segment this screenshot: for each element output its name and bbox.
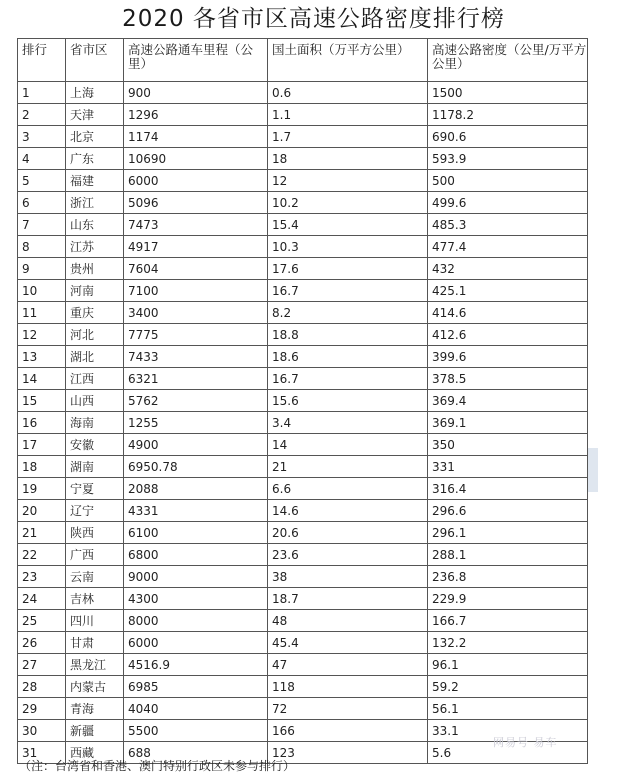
cell-rank: 21 [18, 522, 66, 544]
cell-region: 江西 [66, 368, 124, 390]
cell-region: 安徽 [66, 434, 124, 456]
cell-rank: 10 [18, 280, 66, 302]
cell-density: 593.9 [428, 148, 588, 170]
cell-density: 412.6 [428, 324, 588, 346]
cell-region: 河南 [66, 280, 124, 302]
cell-region: 福建 [66, 170, 124, 192]
cell-rank: 18 [18, 456, 66, 478]
cell-area: 0.6 [268, 82, 428, 104]
cell-density: 369.4 [428, 390, 588, 412]
cell-rank: 6 [18, 192, 66, 214]
cell-area: 15.4 [268, 214, 428, 236]
cell-region: 江苏 [66, 236, 124, 258]
cell-rank: 19 [18, 478, 66, 500]
cell-region: 西藏 [66, 742, 124, 764]
table-row [18, 588, 588, 610]
cell-area: 10.2 [268, 192, 428, 214]
cell-rank: 11 [18, 302, 66, 324]
cell-area: 16.7 [268, 368, 428, 390]
table-row [18, 280, 588, 302]
cell-region: 上海 [66, 82, 124, 104]
cell-mileage: 4040 [124, 698, 268, 720]
cell-region: 辽宁 [66, 500, 124, 522]
cell-mileage: 3400 [124, 302, 268, 324]
cell-density: 690.6 [428, 126, 588, 148]
header-area: 国土面积（万平方公里） [268, 39, 428, 82]
cell-rank: 1 [18, 82, 66, 104]
header-density: 高速公路密度（公里/万平方公里） [428, 39, 588, 82]
table-row [18, 390, 588, 412]
cell-area: 47 [268, 654, 428, 676]
cell-density: 378.5 [428, 368, 588, 390]
cell-area: 1.1 [268, 104, 428, 126]
cell-area: 14.6 [268, 500, 428, 522]
table-row [18, 214, 588, 236]
table-row [18, 302, 588, 324]
cell-mileage: 8000 [124, 610, 268, 632]
cell-density: 399.6 [428, 346, 588, 368]
cell-mileage: 9000 [124, 566, 268, 588]
cell-area: 15.6 [268, 390, 428, 412]
cell-region: 河北 [66, 324, 124, 346]
header-mileage: 高速公路通车里程（公里） [124, 39, 268, 82]
cell-region: 四川 [66, 610, 124, 632]
cell-mileage: 7604 [124, 258, 268, 280]
cell-area: 18.6 [268, 346, 428, 368]
cell-area: 72 [268, 698, 428, 720]
cell-region: 宁夏 [66, 478, 124, 500]
cell-mileage: 6985 [124, 676, 268, 698]
cell-mileage: 5762 [124, 390, 268, 412]
cell-rank: 3 [18, 126, 66, 148]
cell-density: 499.6 [428, 192, 588, 214]
cell-mileage: 4300 [124, 588, 268, 610]
cell-region: 北京 [66, 126, 124, 148]
watermark: 网易号 易车 [493, 736, 558, 749]
cell-area: 1.7 [268, 126, 428, 148]
cell-rank: 12 [18, 324, 66, 346]
cell-region: 山东 [66, 214, 124, 236]
cell-mileage: 4917 [124, 236, 268, 258]
cell-region: 云南 [66, 566, 124, 588]
cell-rank: 30 [18, 720, 66, 742]
cell-region: 黑龙江 [66, 654, 124, 676]
table-row [18, 412, 588, 434]
cell-area: 16.7 [268, 280, 428, 302]
cell-rank: 5 [18, 170, 66, 192]
cell-mileage: 4900 [124, 434, 268, 456]
cell-density: 5.6 [428, 742, 588, 764]
cell-rank: 27 [18, 654, 66, 676]
table-row [18, 676, 588, 698]
cell-mileage: 10690 [124, 148, 268, 170]
cell-area: 166 [268, 720, 428, 742]
cell-density: 166.7 [428, 610, 588, 632]
cell-area: 48 [268, 610, 428, 632]
cell-area: 6.6 [268, 478, 428, 500]
cell-density: 296.1 [428, 522, 588, 544]
cell-area: 38 [268, 566, 428, 588]
cell-density: 485.3 [428, 214, 588, 236]
cell-density: 500 [428, 170, 588, 192]
table-row [18, 324, 588, 346]
cell-mileage: 4331 [124, 500, 268, 522]
cell-rank: 25 [18, 610, 66, 632]
cell-region: 山西 [66, 390, 124, 412]
cell-rank: 26 [18, 632, 66, 654]
cell-density: 288.1 [428, 544, 588, 566]
cell-area: 18.8 [268, 324, 428, 346]
cell-density: 33.1 [428, 720, 588, 742]
table-row [18, 82, 588, 104]
cell-rank: 14 [18, 368, 66, 390]
cell-density: 59.2 [428, 676, 588, 698]
cell-mileage: 900 [124, 82, 268, 104]
cell-mileage: 7100 [124, 280, 268, 302]
table-row [18, 126, 588, 148]
header-region: 省市区 [66, 39, 124, 82]
cell-density: 96.1 [428, 654, 588, 676]
cell-mileage: 6000 [124, 170, 268, 192]
cell-mileage: 7433 [124, 346, 268, 368]
cell-region: 新疆 [66, 720, 124, 742]
table-row [18, 544, 588, 566]
cell-mileage: 688 [124, 742, 268, 764]
cell-rank: 16 [18, 412, 66, 434]
cell-region: 湖北 [66, 346, 124, 368]
cell-region: 贵州 [66, 258, 124, 280]
cell-region: 湖南 [66, 456, 124, 478]
cell-region: 天津 [66, 104, 124, 126]
cell-region: 浙江 [66, 192, 124, 214]
cell-mileage: 6100 [124, 522, 268, 544]
cell-area: 18.7 [268, 588, 428, 610]
cell-density: 432 [428, 258, 588, 280]
cell-mileage: 7473 [124, 214, 268, 236]
cell-density: 350 [428, 434, 588, 456]
cell-area: 18 [268, 148, 428, 170]
cell-mileage: 1174 [124, 126, 268, 148]
cell-rank: 24 [18, 588, 66, 610]
cell-density: 1500 [428, 82, 588, 104]
cell-rank: 22 [18, 544, 66, 566]
cell-area: 10.3 [268, 236, 428, 258]
cell-mileage: 6800 [124, 544, 268, 566]
cell-area: 23.6 [268, 544, 428, 566]
cell-density: 316.4 [428, 478, 588, 500]
cell-area: 14 [268, 434, 428, 456]
cell-density: 132.2 [428, 632, 588, 654]
cell-mileage: 6321 [124, 368, 268, 390]
cell-region: 甘肃 [66, 632, 124, 654]
cell-rank: 17 [18, 434, 66, 456]
cell-area: 20.6 [268, 522, 428, 544]
table-row [18, 434, 588, 456]
cell-density: 229.9 [428, 588, 588, 610]
table-row [18, 104, 588, 126]
cell-mileage: 7775 [124, 324, 268, 346]
cell-rank: 23 [18, 566, 66, 588]
cell-rank: 20 [18, 500, 66, 522]
table-row [18, 632, 588, 654]
cell-density: 425.1 [428, 280, 588, 302]
cell-density: 414.6 [428, 302, 588, 324]
cell-mileage: 4516.9 [124, 654, 268, 676]
cell-area: 21 [268, 456, 428, 478]
cell-rank: 31 [18, 742, 66, 764]
cell-area: 45.4 [268, 632, 428, 654]
cell-density: 56.1 [428, 698, 588, 720]
cell-rank: 7 [18, 214, 66, 236]
table-row [18, 610, 588, 632]
page-title: 2020 各省市区高速公路密度排行榜 [122, 6, 505, 32]
cell-rank: 28 [18, 676, 66, 698]
cell-mileage: 1255 [124, 412, 268, 434]
cell-area: 17.6 [268, 258, 428, 280]
cell-region: 广西 [66, 544, 124, 566]
cell-rank: 13 [18, 346, 66, 368]
cell-density: 369.1 [428, 412, 588, 434]
cell-mileage: 6950.78 [124, 456, 268, 478]
cell-area: 123 [268, 742, 428, 764]
cell-rank: 8 [18, 236, 66, 258]
cell-mileage: 2088 [124, 478, 268, 500]
cell-region: 吉林 [66, 588, 124, 610]
cell-area: 8.2 [268, 302, 428, 324]
cell-mileage: 5096 [124, 192, 268, 214]
cell-density: 296.6 [428, 500, 588, 522]
cell-region: 重庆 [66, 302, 124, 324]
cell-area: 118 [268, 676, 428, 698]
cell-rank: 15 [18, 390, 66, 412]
table-row [18, 456, 588, 478]
cell-region: 青海 [66, 698, 124, 720]
header-rank: 排行 [18, 39, 66, 82]
cell-rank: 9 [18, 258, 66, 280]
cell-mileage: 1296 [124, 104, 268, 126]
table-row [18, 500, 588, 522]
table-header-row [18, 39, 588, 82]
table-row [18, 170, 588, 192]
ranking-table [17, 38, 588, 764]
table-row [18, 258, 588, 280]
cell-density: 1178.2 [428, 104, 588, 126]
table-row [18, 566, 588, 588]
cell-mileage: 5500 [124, 720, 268, 742]
cell-density: 331 [428, 456, 588, 478]
cell-rank: 2 [18, 104, 66, 126]
table-row [18, 698, 588, 720]
cell-region: 海南 [66, 412, 124, 434]
cell-area: 3.4 [268, 412, 428, 434]
cell-density: 236.8 [428, 566, 588, 588]
table-row [18, 368, 588, 390]
table-row [18, 148, 588, 170]
footnote: （注：台湾省和香港、澳门特别行政区未参与排行） [19, 759, 296, 773]
cell-region: 广东 [66, 148, 124, 170]
table-row [18, 192, 588, 214]
table-body [18, 82, 588, 764]
table-row [18, 654, 588, 676]
scroll-indicator [588, 448, 598, 492]
cell-region: 内蒙古 [66, 676, 124, 698]
table-row [18, 522, 588, 544]
cell-mileage: 6000 [124, 632, 268, 654]
table-row [18, 478, 588, 500]
cell-rank: 29 [18, 698, 66, 720]
cell-density: 477.4 [428, 236, 588, 258]
table-row [18, 346, 588, 368]
table-row [18, 236, 588, 258]
cell-area: 12 [268, 170, 428, 192]
cell-rank: 4 [18, 148, 66, 170]
cell-region: 陕西 [66, 522, 124, 544]
